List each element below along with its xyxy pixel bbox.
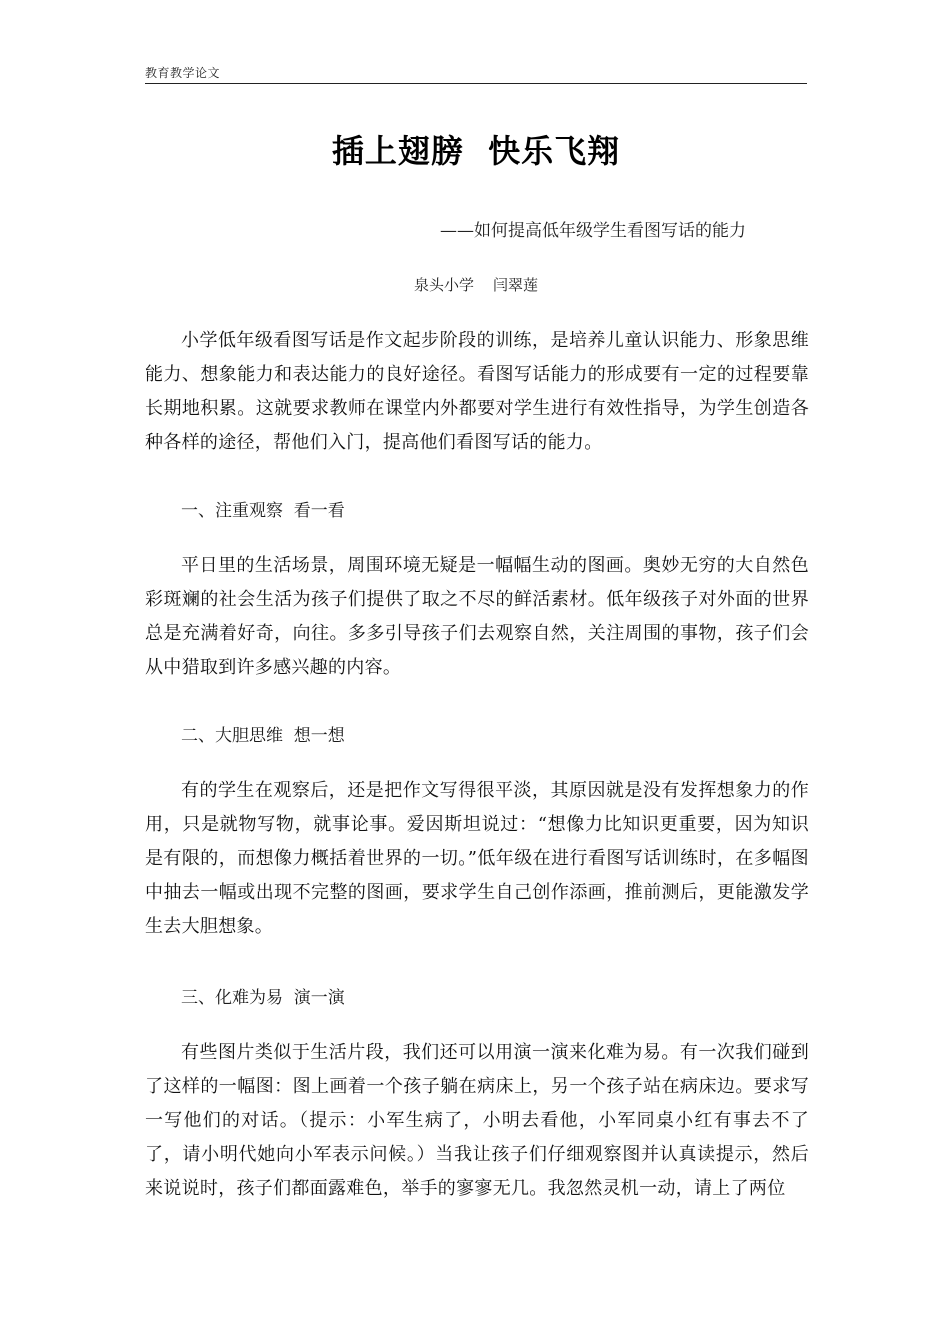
section-paragraph: 有的学生在观察后，还是把作文写得很平淡，其原因就是没有发挥想象力的作用，只是就物写物，就事论事。爱因斯坦说过：“想像力比知识更重要，因为知识是有限的，而想像力概括着世界的一切。”低年级在进行看图写话训练时，在多幅图中抽去一幅或出现不完整的图画，要求学生自己创作添画，推前测后，更能激发学生去大胆想象。	[145, 780, 809, 937]
author-line: 泉头小学 闫翠莲	[413, 276, 539, 294]
document-subtitle: ——如何提高低年级学生看图写话的能力	[440, 221, 746, 241]
document-title: 插上翅膀 快乐飞翔	[331, 132, 621, 170]
section-heading: 二、大胆思维 想一想	[181, 726, 345, 746]
intro-paragraph: 小学低年级看图写话是作文起步阶段的训练，是培养儿童认识能力、形象思维能力、想象能力和表达能力的良好途径。看图写话能力的形成要有一定的过程要靠长期地积累。这就要求教师在课堂内外都要对学生进行有效性指导，为学生创造各种各样的途径，帮他们入门，提高他们看图写话的能力。	[145, 330, 809, 453]
document-category-label: 教育教学论文	[145, 66, 221, 80]
section-paragraph: 有些图片类似于生活片段，我们还可以用演一演来化难为易。有一次我们碰到了这样的一幅图：图上画着一个孩子躺在病床上，另一个孩子站在病床边。要求写一写他们的对话。（提示：小军生病了，小明去看他，小军同桌小红有事去不了了，请小明代她向小军表示问候。）当我让孩子们仔细观察图并认真读提示，然后来说说时，孩子们都面露难色，举手的寥寥无几。我忽然灵机一动，请上了两位	[145, 1042, 809, 1199]
section-heading: 三、化难为易 演一演	[181, 988, 345, 1008]
header-divider	[145, 83, 807, 84]
section-paragraph: 平日里的生活场景，周围环境无疑是一幅幅生动的图画。奥妙无穷的大自然色彩斑斓的社会生活为孩子们提供了取之不尽的鲜活素材。低年级孩子对外面的世界总是充满着好奇，向往。多多引导孩子们去观察自然，关注周围的事物，孩子们会从中猎取到许多感兴趣的内容。	[145, 555, 809, 678]
section-heading: 一、注重观察 看一看	[181, 501, 345, 521]
